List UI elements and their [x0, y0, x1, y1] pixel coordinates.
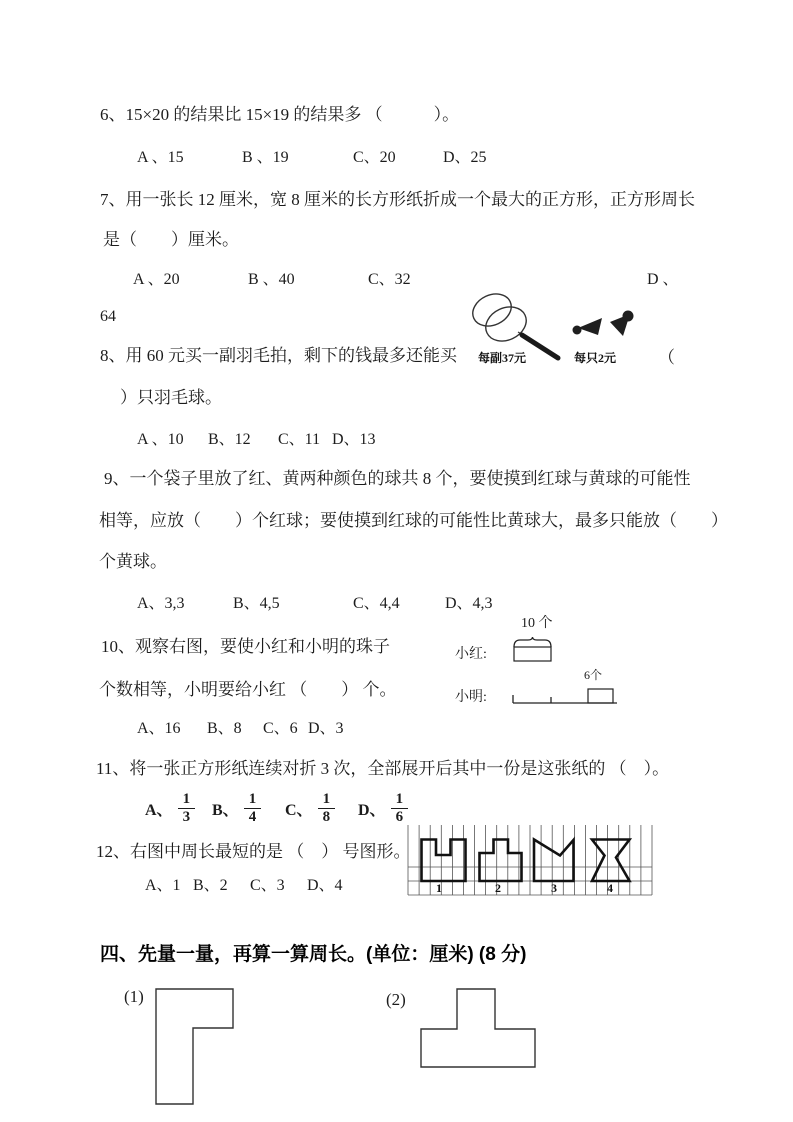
q8-option-c: C、11 — [278, 431, 321, 448]
q7-option-b: B 、40 — [248, 271, 295, 288]
q9-text-line2: 相等，应放（ ）个红球；要使摸到红球的可能性比黄球大，最多只能放（ ） — [99, 511, 728, 530]
q11-option-c — [285, 791, 335, 827]
fraction-numerator: 1 — [391, 791, 409, 809]
option-label: C、 — [285, 802, 313, 820]
perimeter-shape-2-T — [421, 989, 535, 1067]
racket-handle-icon — [522, 335, 558, 358]
q7-option-c: C、32 — [368, 271, 411, 288]
q10-text-line1: 10、观察右图，要使小红和小明的珠子 — [101, 637, 390, 656]
grid-label-4: 4 — [607, 881, 613, 895]
shape-3-m-pentagon — [534, 840, 574, 882]
perimeter-shape-1-L — [156, 989, 233, 1104]
option-label: B、 — [212, 802, 239, 820]
q9-option-b: B、4,5 — [233, 595, 280, 612]
perimeter-item2-label: (2) — [386, 990, 406, 1009]
q8-option-d: D、13 — [332, 431, 376, 448]
q8-option-a: A 、10 — [137, 431, 184, 448]
q6-option-c: C、20 — [353, 149, 396, 166]
q12-text: 12、右图中周长最短的是 （ ） 号图形。 — [96, 842, 411, 861]
q12-option-b: B、2 — [193, 877, 228, 894]
q10-option-b: B、8 — [207, 720, 242, 737]
q8-text-line2: ）只羽毛球。 — [120, 388, 222, 407]
q6-option-d: D、25 — [443, 149, 487, 166]
fraction-numerator: 1 — [318, 791, 336, 809]
fraction-numerator: 1 — [178, 791, 196, 809]
q11-text: 11、将一张正方形纸连续对折 3 次，全部展开后其中一份是这张纸的 （ ）。 — [96, 759, 670, 778]
xiaoming-label: 小明: — [455, 690, 487, 705]
q11-option-d — [358, 791, 408, 827]
q9-option-a: A、3,3 — [137, 595, 185, 612]
xiaohong-label: 小红: — [455, 647, 487, 662]
beads-count-label: 10 个 — [521, 616, 553, 631]
fraction-numerator: 1 — [244, 791, 262, 809]
perimeter-item1-label: (1) — [124, 987, 144, 1006]
fraction-denominator: 4 — [248, 809, 257, 826]
fraction — [244, 791, 262, 827]
option-label: A、 — [145, 802, 173, 820]
q9-text-line1: 9、一个袋子里放了红、黄两种颜色的球共 8 个，要使摸到红球与黄球的可能性 — [104, 469, 691, 488]
fraction — [178, 791, 196, 827]
q6-option-b: B 、19 — [242, 149, 289, 166]
fraction-denominator: 8 — [322, 809, 331, 826]
q12-option-a: A、1 — [145, 877, 181, 894]
q10-text-line2: 个数相等，小明要给小红 （ ） 个。 — [99, 680, 397, 699]
grid-lines — [408, 825, 652, 895]
q9-text-line3: 个黄球。 — [99, 552, 167, 571]
shuttle-price-label: 每只2元 — [574, 351, 617, 365]
q8-option-b: B、12 — [208, 431, 251, 448]
xiaoming-extra-box — [588, 689, 613, 703]
q6-option-a: A 、15 — [137, 149, 184, 166]
fraction — [318, 791, 336, 827]
grid-label-1: 1 — [436, 881, 442, 895]
q6-text: 6、15×20 的结果比 15×19 的结果多 （ ）。 — [100, 105, 460, 124]
perimeter-shapes-figure — [0, 980, 793, 1122]
shape-1-notched-rect — [422, 840, 466, 882]
racket-head-icon — [480, 301, 532, 348]
racket-price-label: 每副37元 — [478, 351, 527, 365]
section-4-title: 四、先量一量，再算一算周长。(单位：厘米) (8 分) — [100, 944, 527, 965]
fraction-denominator: 3 — [182, 809, 191, 826]
q11-option-a — [145, 791, 195, 827]
q12-option-d: D、4 — [307, 877, 343, 894]
fraction-denominator: 6 — [395, 809, 404, 826]
q10-option-d: D、3 — [308, 720, 344, 737]
q8-text-line1: 8、用 60 元买一副羽毛拍，剩下的钱最多还能买 — [100, 346, 457, 365]
q11-option-b — [212, 791, 261, 827]
q7-option-a: A 、20 — [133, 271, 180, 288]
xiaohong-bar — [514, 647, 551, 661]
q7-option-d-value: 64 — [100, 308, 116, 325]
q7-option-d: D 、 — [647, 271, 679, 288]
beads-figure — [450, 614, 630, 709]
q10-option-a: A、16 — [137, 720, 181, 737]
beads-extra-label: 6个 — [584, 668, 603, 682]
brace-icon — [514, 637, 551, 647]
shuttlecock-icon — [573, 311, 634, 337]
q10-option-c: C、6 — [263, 720, 298, 737]
q12-option-c: C、3 — [250, 877, 285, 894]
q9-option-c: C、4,4 — [353, 595, 400, 612]
shape-4-hourglass — [592, 840, 630, 882]
grid-shapes-figure — [402, 818, 658, 904]
grid-label-3: 3 — [551, 881, 557, 895]
grid-label-2: 2 — [495, 881, 501, 895]
racket-head-icon — [468, 288, 517, 332]
q7-text-line1: 7、用一张长 12 厘米，宽 8 厘米的长方形纸折成一个最大的正方形，正方形周长 — [100, 190, 695, 209]
option-label: D、 — [358, 802, 386, 820]
q7-text-line2: 是（ ）厘米。 — [103, 230, 239, 249]
q9-option-d: D、4,3 — [445, 595, 493, 612]
q8-open-paren: （ — [658, 348, 675, 367]
